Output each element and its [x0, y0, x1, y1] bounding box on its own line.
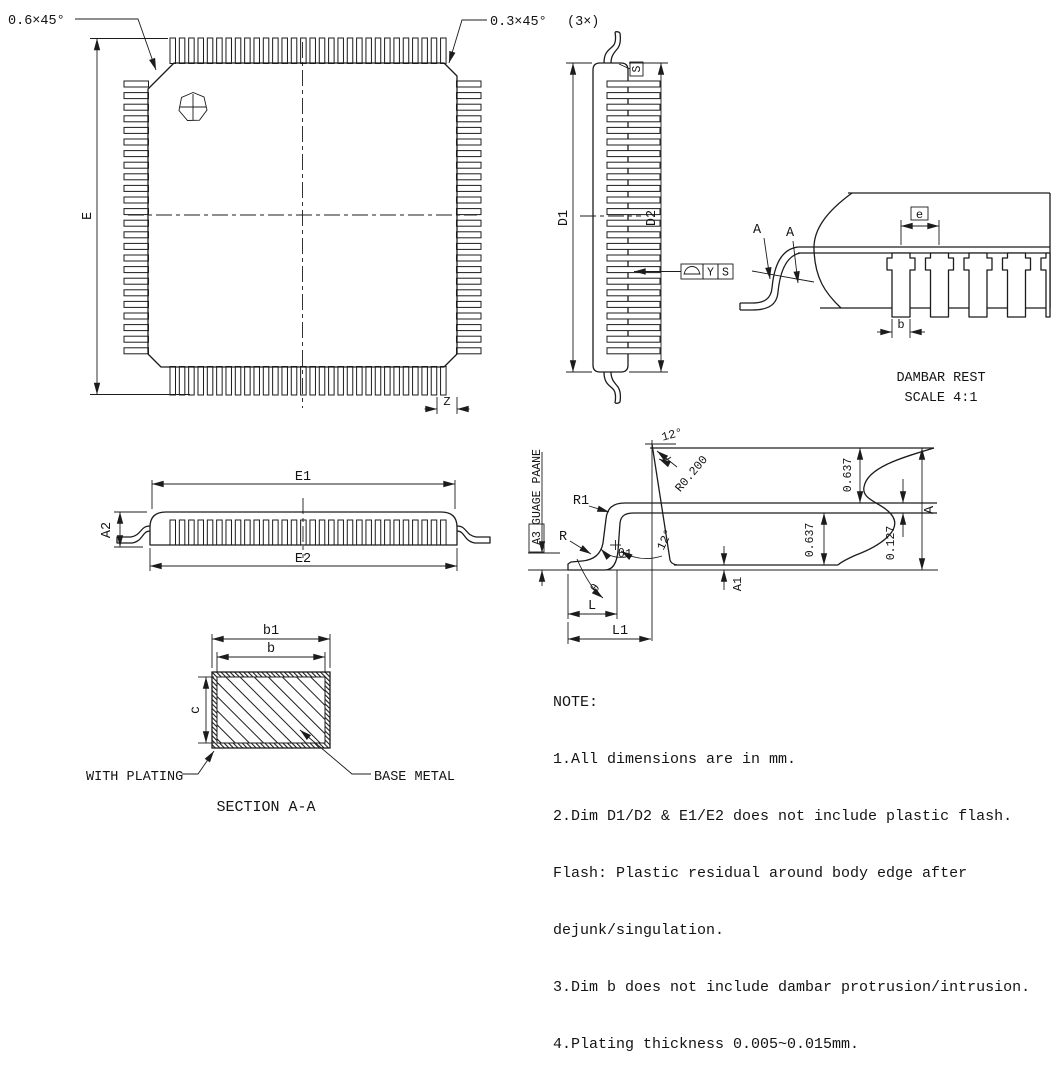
section-title: SECTION A-A	[216, 799, 316, 816]
section-label-A: A	[752, 223, 762, 238]
angle-label-side: 12°	[654, 526, 677, 553]
dim-label-e: e	[915, 208, 924, 222]
side-top-lead	[604, 32, 620, 63]
note-line: 1.All dimensions are in mm.	[553, 751, 797, 768]
gauge-plane-label: GUAGE PAANE	[531, 449, 544, 525]
body-corner	[670, 560, 677, 565]
bottom-pins	[170, 367, 446, 396]
package-side-view	[557, 32, 733, 404]
note-line: 2.Dim D1/D2 & E1/E2 does not include plastic flash.	[553, 808, 1013, 825]
top-pins	[170, 38, 446, 64]
chamfer-pin1-label: 0.6×45°	[8, 14, 65, 29]
notes-title: NOTE:	[553, 694, 599, 711]
dim-label-D2: D2	[645, 209, 660, 227]
base-metal-label: BASE METAL	[374, 770, 456, 785]
leader-line	[589, 506, 609, 512]
radius-label: R0.200	[672, 453, 711, 496]
dim-label-0637-top: 0.637	[842, 457, 855, 493]
dim-label-b: b	[897, 318, 905, 332]
dim-label-0127: 0.127	[885, 525, 898, 561]
angle-label-top: 12°	[659, 425, 685, 445]
dim-label-c: c	[189, 705, 204, 715]
notes-block	[553, 655, 1053, 1073]
section-aa-view	[86, 624, 455, 816]
angle-label-theta1: θ1	[617, 547, 633, 561]
side-bottom-lead	[604, 372, 620, 403]
note-line: Flash: Plastic residual around body edge after	[553, 865, 968, 882]
dim-label-Z: Z	[443, 395, 451, 409]
section-cut-line	[752, 271, 814, 282]
with-plating-label: WITH PLATING	[86, 770, 184, 785]
dim-label-L: L	[587, 599, 597, 614]
front-lead-row	[170, 520, 446, 545]
base-metal-hatch	[217, 677, 325, 743]
detail-scale: SCALE 4:1	[904, 391, 978, 406]
leader-line	[182, 751, 214, 774]
dim-label-A1: A1	[731, 576, 745, 592]
chamfer-corners-label: 0.3×45°	[490, 15, 547, 30]
note-line: dejunk/singulation.	[553, 922, 725, 939]
right-pins	[457, 81, 482, 354]
note-line: 3.Dim b does not include dambar protrusion/intrusion.	[553, 979, 1031, 996]
dim-label-E2: E2	[294, 552, 312, 567]
dim-label-A2: A2	[100, 521, 115, 539]
datum-label-S: S	[631, 65, 644, 73]
chamfer-qty-label: (3×)	[567, 15, 600, 30]
angle-label-theta: θ	[587, 581, 604, 596]
dim-label-b1: b1	[262, 624, 280, 639]
gauge-ref-label: A3	[531, 531, 544, 545]
dim-label-E1: E1	[294, 470, 312, 485]
dim-label-R1: R1	[572, 494, 590, 509]
dim-label-D1: D1	[557, 209, 572, 227]
note-line: 4.Plating thickness 0.005~0.015mm.	[553, 1036, 860, 1053]
detail-title: DAMBAR REST	[896, 371, 986, 386]
profile-symbol-icon	[684, 267, 701, 274]
dim-label-E: E	[81, 211, 96, 221]
dim-label-L1: L1	[611, 624, 629, 639]
leader-line	[570, 541, 591, 554]
dim-label-R: R	[558, 530, 568, 545]
left-pins	[124, 81, 149, 354]
fcf-datum-label: S	[722, 266, 729, 280]
body-break-curve	[814, 193, 852, 308]
dim-label-b: b	[266, 642, 276, 657]
package-top-view	[8, 14, 599, 414]
dim-label-A: A	[923, 505, 938, 515]
section-label-A: A	[785, 226, 795, 241]
leader-line	[449, 20, 487, 63]
leader-line	[619, 64, 630, 69]
dim-label-0637-mid: 0.637	[804, 522, 817, 558]
leader-line	[75, 19, 156, 70]
fcf-tol-label: Y	[707, 266, 714, 280]
lead-detail-view	[528, 426, 938, 644]
package-front-view	[100, 470, 490, 571]
dambar-rest-detail	[740, 193, 1050, 406]
